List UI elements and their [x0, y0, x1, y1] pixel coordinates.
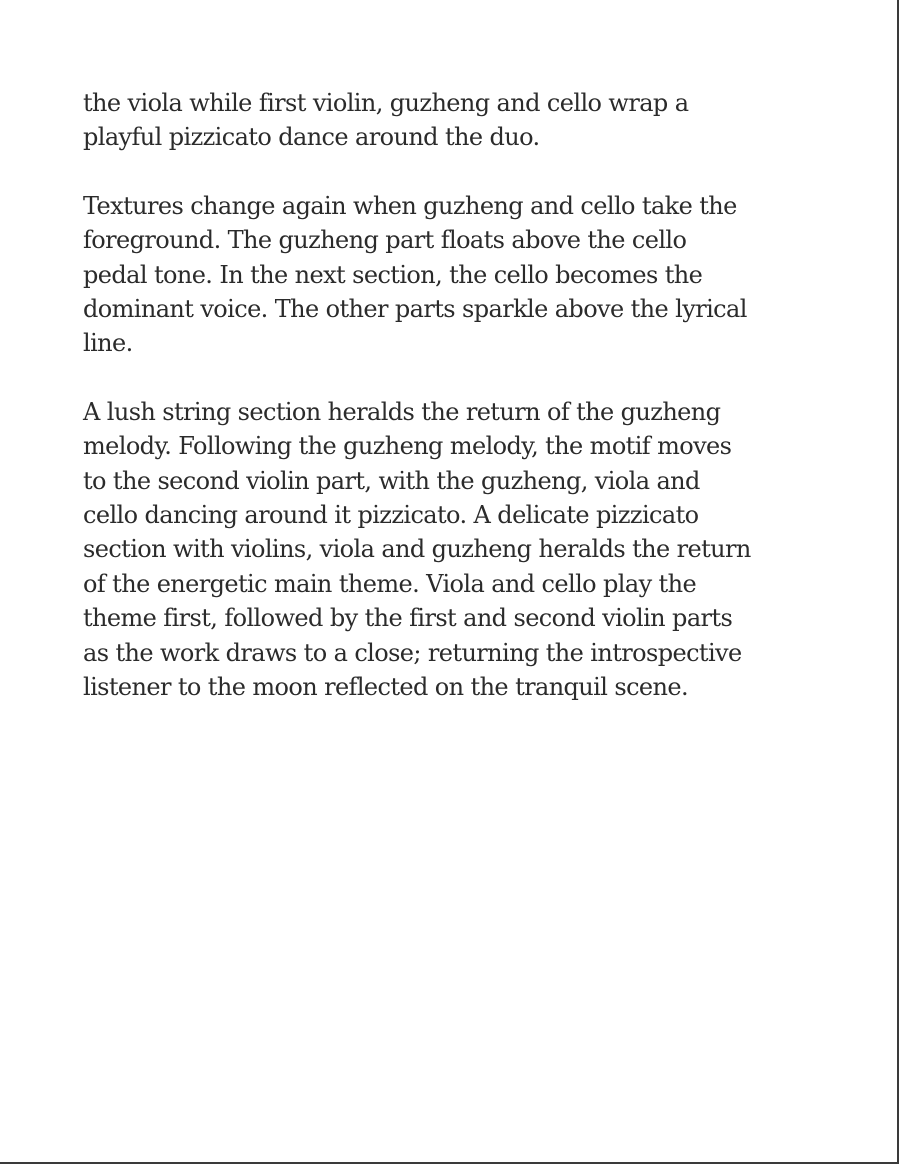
text-line: A lush string section heralds the return of the guzheng [83, 397, 721, 426]
text-line: dominant voice. The other parts sparkle above the lyrical [83, 295, 747, 324]
text-line: listener to the moon reflected on the tranquil scene. [83, 673, 688, 702]
text-line: Textures change again when guzheng and cello take the [83, 191, 737, 220]
text-line: as the work draws to a close; returning the introspective [83, 638, 742, 667]
paragraph-3 [83, 395, 823, 705]
paragraph-2 [83, 189, 823, 361]
text-line: section with violins, viola and guzheng heralds the return [83, 535, 751, 564]
text-line: line. [83, 329, 133, 358]
text-line: to the second violin part, with the guzheng, viola and [83, 466, 700, 495]
text-line: foreground. The guzheng part floats above the cello [83, 226, 687, 255]
text-line: the viola while first violin, guzheng and cello wrap a [83, 89, 689, 117]
text-line: playful pizzicato dance around the duo. [83, 123, 540, 152]
text-line: cello dancing around it pizzicato. A delicate pizzicato [83, 501, 699, 530]
text-line: of the energetic main theme. Viola and cello play the [83, 569, 697, 598]
paragraph-1 [83, 86, 823, 155]
text-line: pedal tone. In the next section, the cello becomes the [83, 260, 703, 289]
text-line: melody. Following the guzheng melody, the motif moves [83, 432, 732, 461]
document-body [83, 86, 823, 739]
text-line: theme first, followed by the first and second violin parts [83, 604, 733, 633]
